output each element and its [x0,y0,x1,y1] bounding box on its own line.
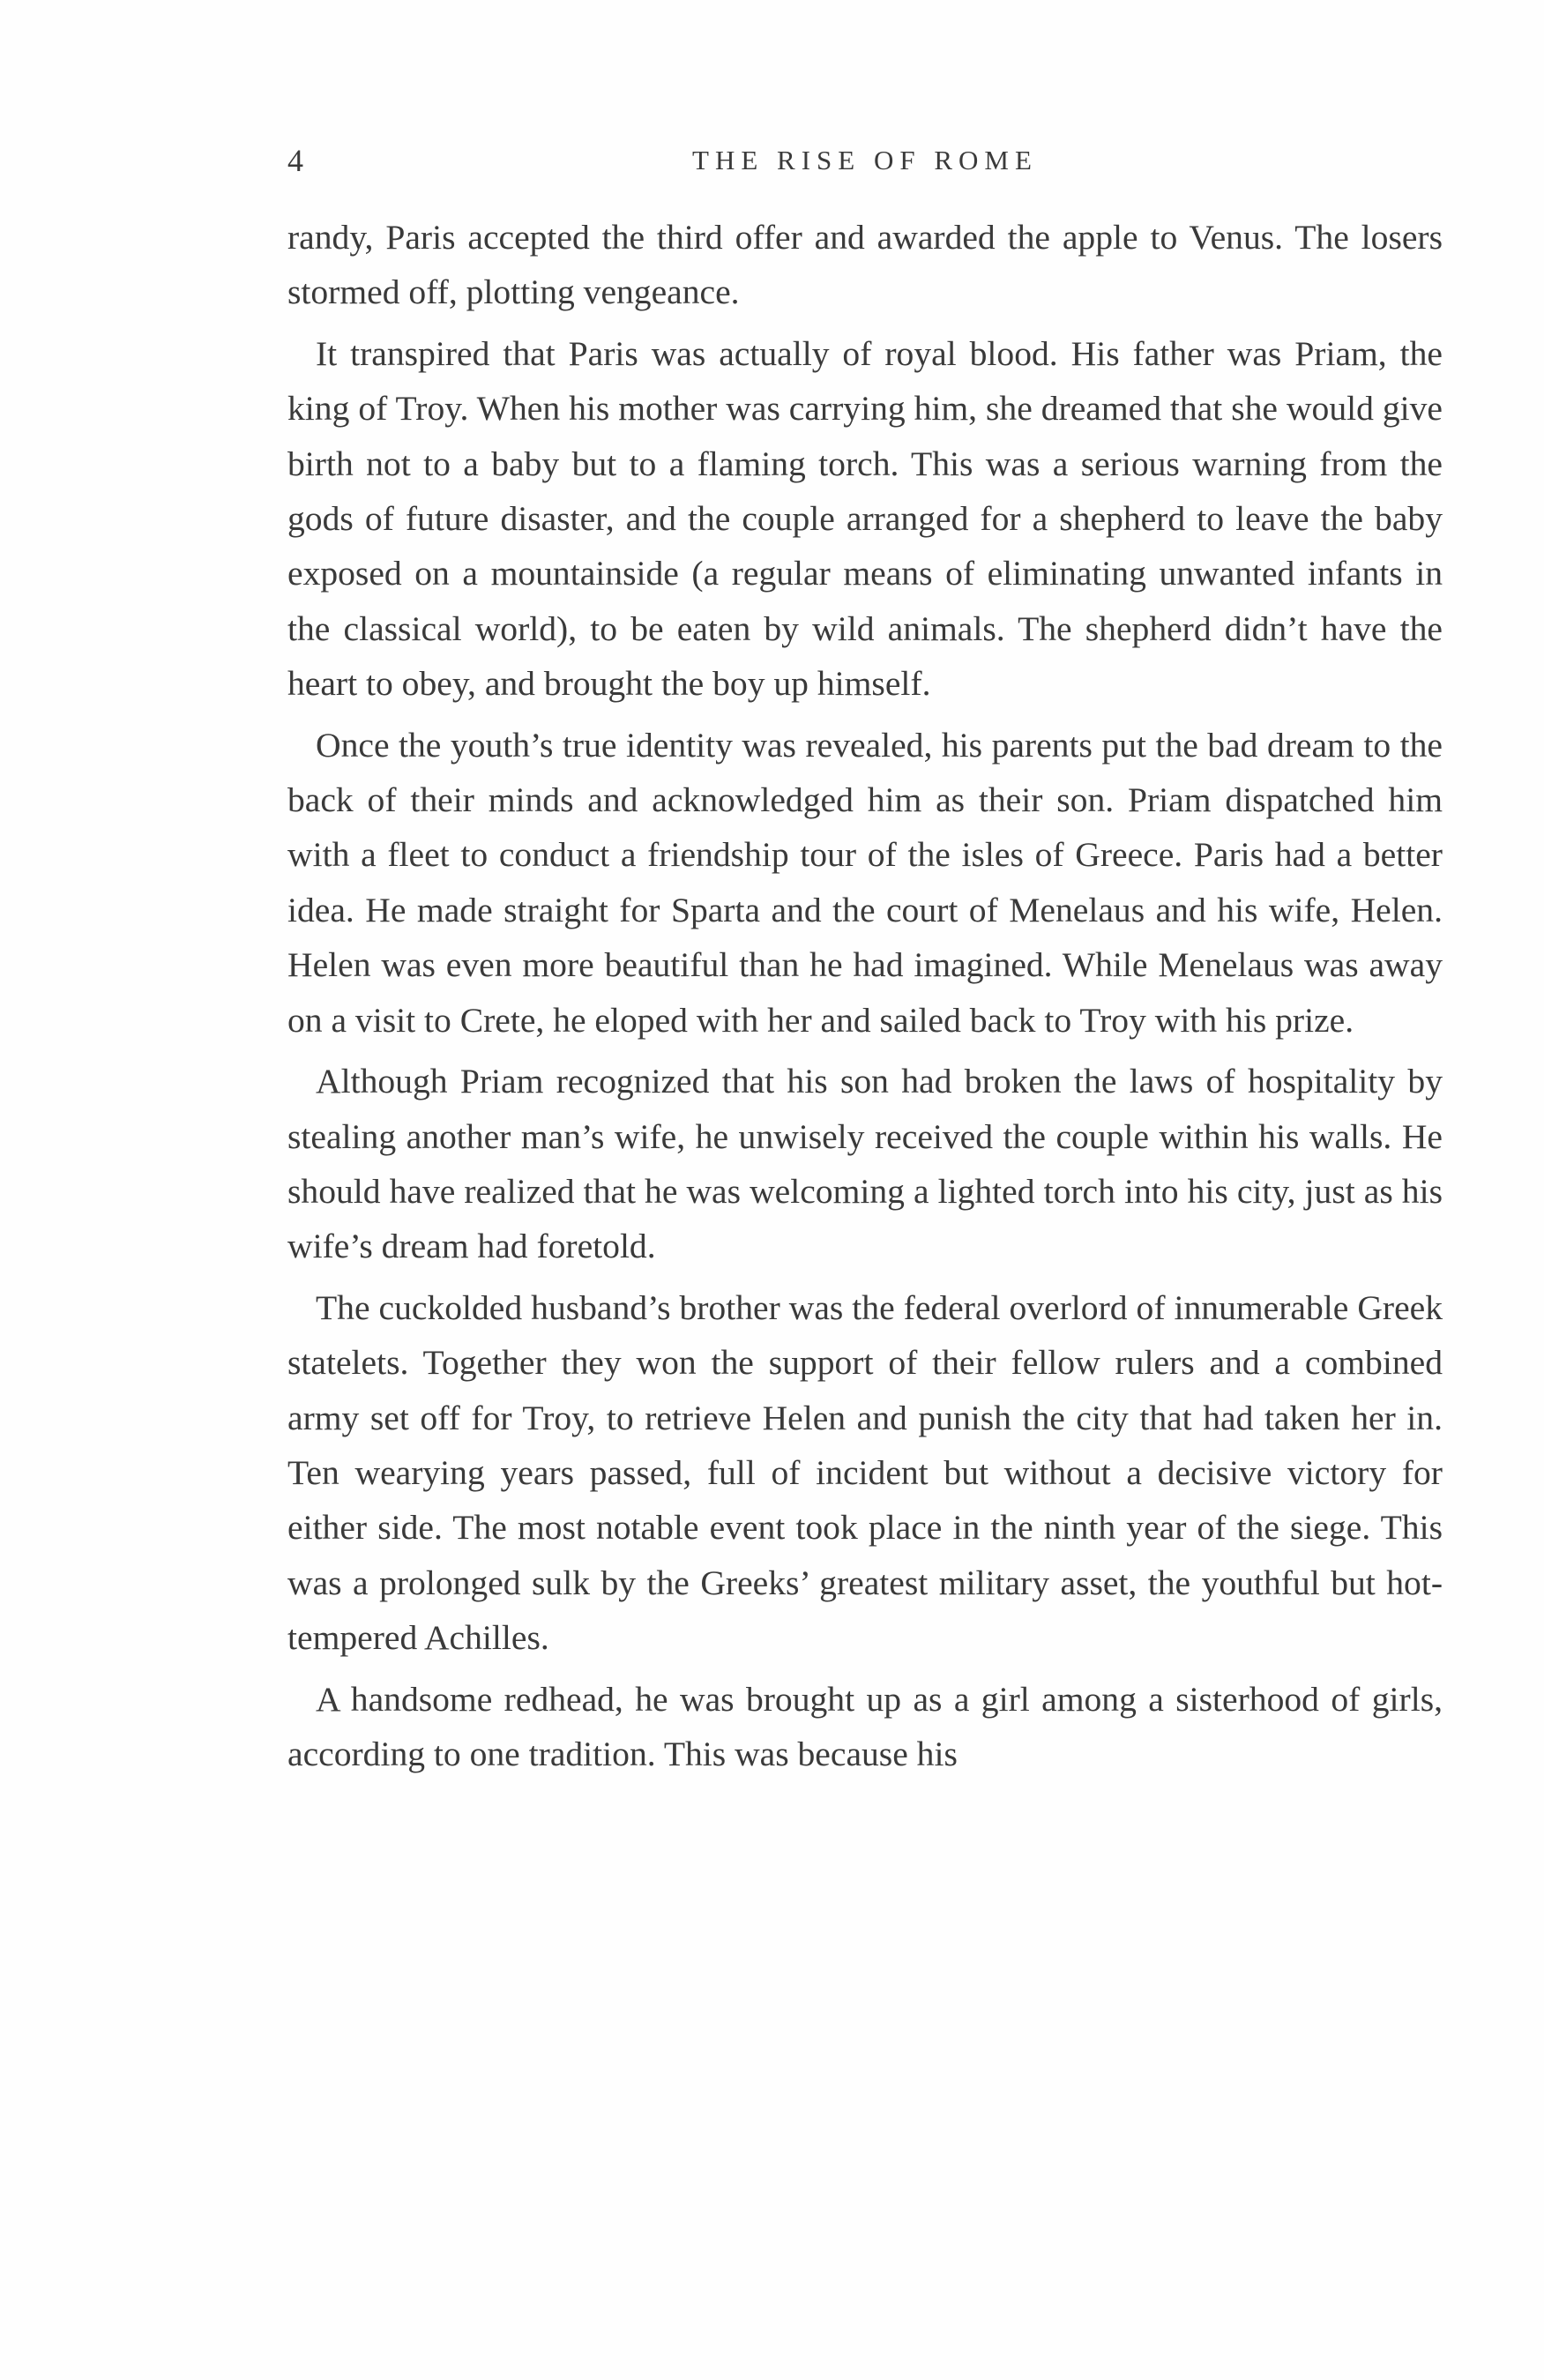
body-text [287,210,1443,1781]
paragraph: A handsome redhead, he was brought up as a girl among a sisterhood of girls, according to one tradition. This was because his [287,1679,1443,1773]
paragraph: It transpired that Paris was actually of royal blood. His father was Priam, the king of Troy. When his mother was carrying him, she dreamed that she would give birth not to a baby but to a flaming torch. This was a serious warning from the gods of future disaster, and the couple arranged for a shepherd to leave the baby exposed on a mountainside (a regular means of eliminating unwanted infants in the classical world), to be eaten by wild animals. The shepherd didn’t have the heart to obey, and brought the boy up himself. [287,333,1443,704]
paragraph: Once the youth’s true identity was revealed, his parents put the bad dream to the back of their minds and acknowledged him as their son. Priam dispatched him with a fleet to conduct a friendship tour of the isles of Greece. Paris had a better idea. He made straight for Sparta and the court of Menelaus and his wife, Helen. Helen was even more beautiful than he had imagined. While Menelaus was away on a visit to Crete, he eloped with her and sailed back to Troy with his prize. [287,725,1443,1040]
running-head [287,139,1443,182]
book-title: THE RISE OF ROME [692,145,1038,175]
paragraph: Although Priam recognized that his son had broken the laws of hospitality by stealing another man’s wife, he unwisely received the couple within his walls. He should have realized that he was welcoming a lighted torch into his city, just as his wife’s dream had foretold. [287,1062,1443,1266]
paragraph: The cuckolded husband’s brother was the federal overlord of innumerable Greek statelets. Together they won the support of their fellow rulers and a combined army set off for Troy, to retrieve Helen and punish the city that had taken her in. Ten wearying years passed, full of incident but without a decisive victory for either side. The most notable event took place in the ninth year of the siege. This was a prolonged sulk by the Greeks’ greatest military asset, the youthful but hot-tempered Achilles. [287,1287,1443,1658]
page-number: 4 [287,143,303,178]
paragraph: randy, Paris accepted the third offer and awarded the apple to Venus. The losers stormed off, plotting vengeance. [287,218,1443,312]
